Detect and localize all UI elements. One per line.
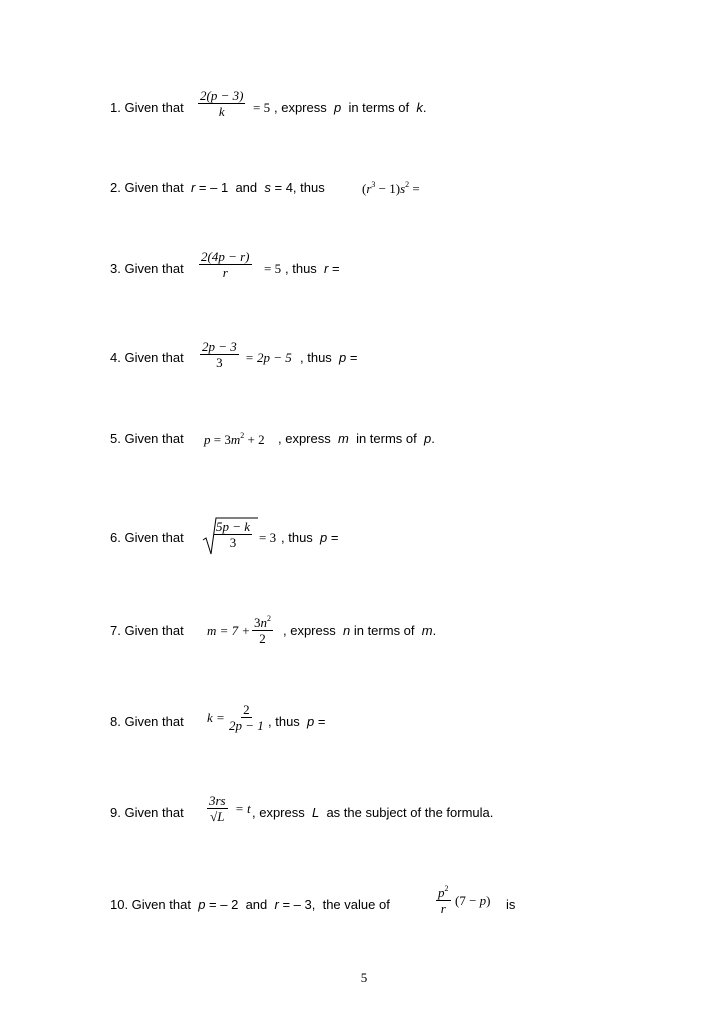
- q10-numerator: $p^2$: [436, 881, 451, 901]
- q10-rhs: (7 − p): [455, 893, 491, 908]
- q4-tail: , thus p =: [300, 350, 358, 365]
- q3-fraction: $\frac{2(4p - r)}{r}$: [201, 249, 250, 280]
- q6-rhs: = 3: [259, 530, 277, 545]
- question-2: 2. Given that r = – 1 and s = 4, thus: [110, 180, 325, 195]
- q1-tail: , express p in terms of k.: [274, 100, 427, 115]
- q5-expression: $p = 3m^2 + 2$: [204, 431, 265, 447]
- q4-rhs: = 2p − 5: [245, 350, 292, 365]
- question-1-prefix: 1. Given that: [110, 100, 184, 115]
- question-3: 3. Given that: [110, 261, 184, 276]
- question-9: 9. Given that: [110, 805, 184, 820]
- q8-fraction: $\frac{2}{2p - 1}$: [229, 702, 264, 733]
- q8-tail: , thus p =: [268, 714, 326, 729]
- q6-tail: , thus p =: [281, 530, 339, 545]
- question-7: 7. Given that: [110, 623, 184, 638]
- q7-fraction: $\frac{3n^2}{2}$: [252, 611, 273, 646]
- q2-expression: $(r^3 - 1)s^2$ =: [362, 180, 420, 196]
- question-5: 5. Given that: [110, 431, 184, 446]
- question-10: 10. Given that p = – 2 and r = – 3, the value of: [110, 897, 390, 912]
- q7-lhs: m = 7 +: [207, 623, 251, 638]
- q3-tail: , thus r =: [285, 261, 340, 276]
- q8-lhs: k =: [207, 710, 225, 725]
- question-6: 6. Given that: [110, 530, 184, 545]
- q4-fraction: $\frac{2p - 3}{3}$: [202, 339, 237, 370]
- q10-end: is: [506, 897, 516, 912]
- q1-fraction: [198, 88, 245, 119]
- q7-tail: , express n in terms of m.: [283, 623, 437, 638]
- page-number: 5: [360, 970, 368, 985]
- q9-fraction: $\frac{3rs}{√L}$: [209, 793, 226, 824]
- q1-rhs: = 5: [253, 100, 271, 115]
- question-1: [110, 100, 184, 115]
- question-8: 8. Given that: [110, 714, 184, 729]
- q10-fraction: $\frac{p^2}{r}$: [436, 881, 451, 916]
- q9-rhs: = t: [235, 801, 251, 816]
- q1-denominator: k: [218, 104, 225, 119]
- question-4: 4. Given that: [110, 350, 184, 365]
- q9-tail: , express L as the subject of the formula.: [252, 805, 494, 820]
- q6-fraction: $\frac{5p - k}{3}$: [216, 519, 251, 550]
- q3-rhs: = 5: [264, 261, 282, 276]
- q7-numerator: $3n^2$: [252, 611, 273, 631]
- q1-numerator: 2(p − 3): [200, 88, 244, 103]
- q5-tail: , express m in terms of p.: [278, 431, 435, 446]
